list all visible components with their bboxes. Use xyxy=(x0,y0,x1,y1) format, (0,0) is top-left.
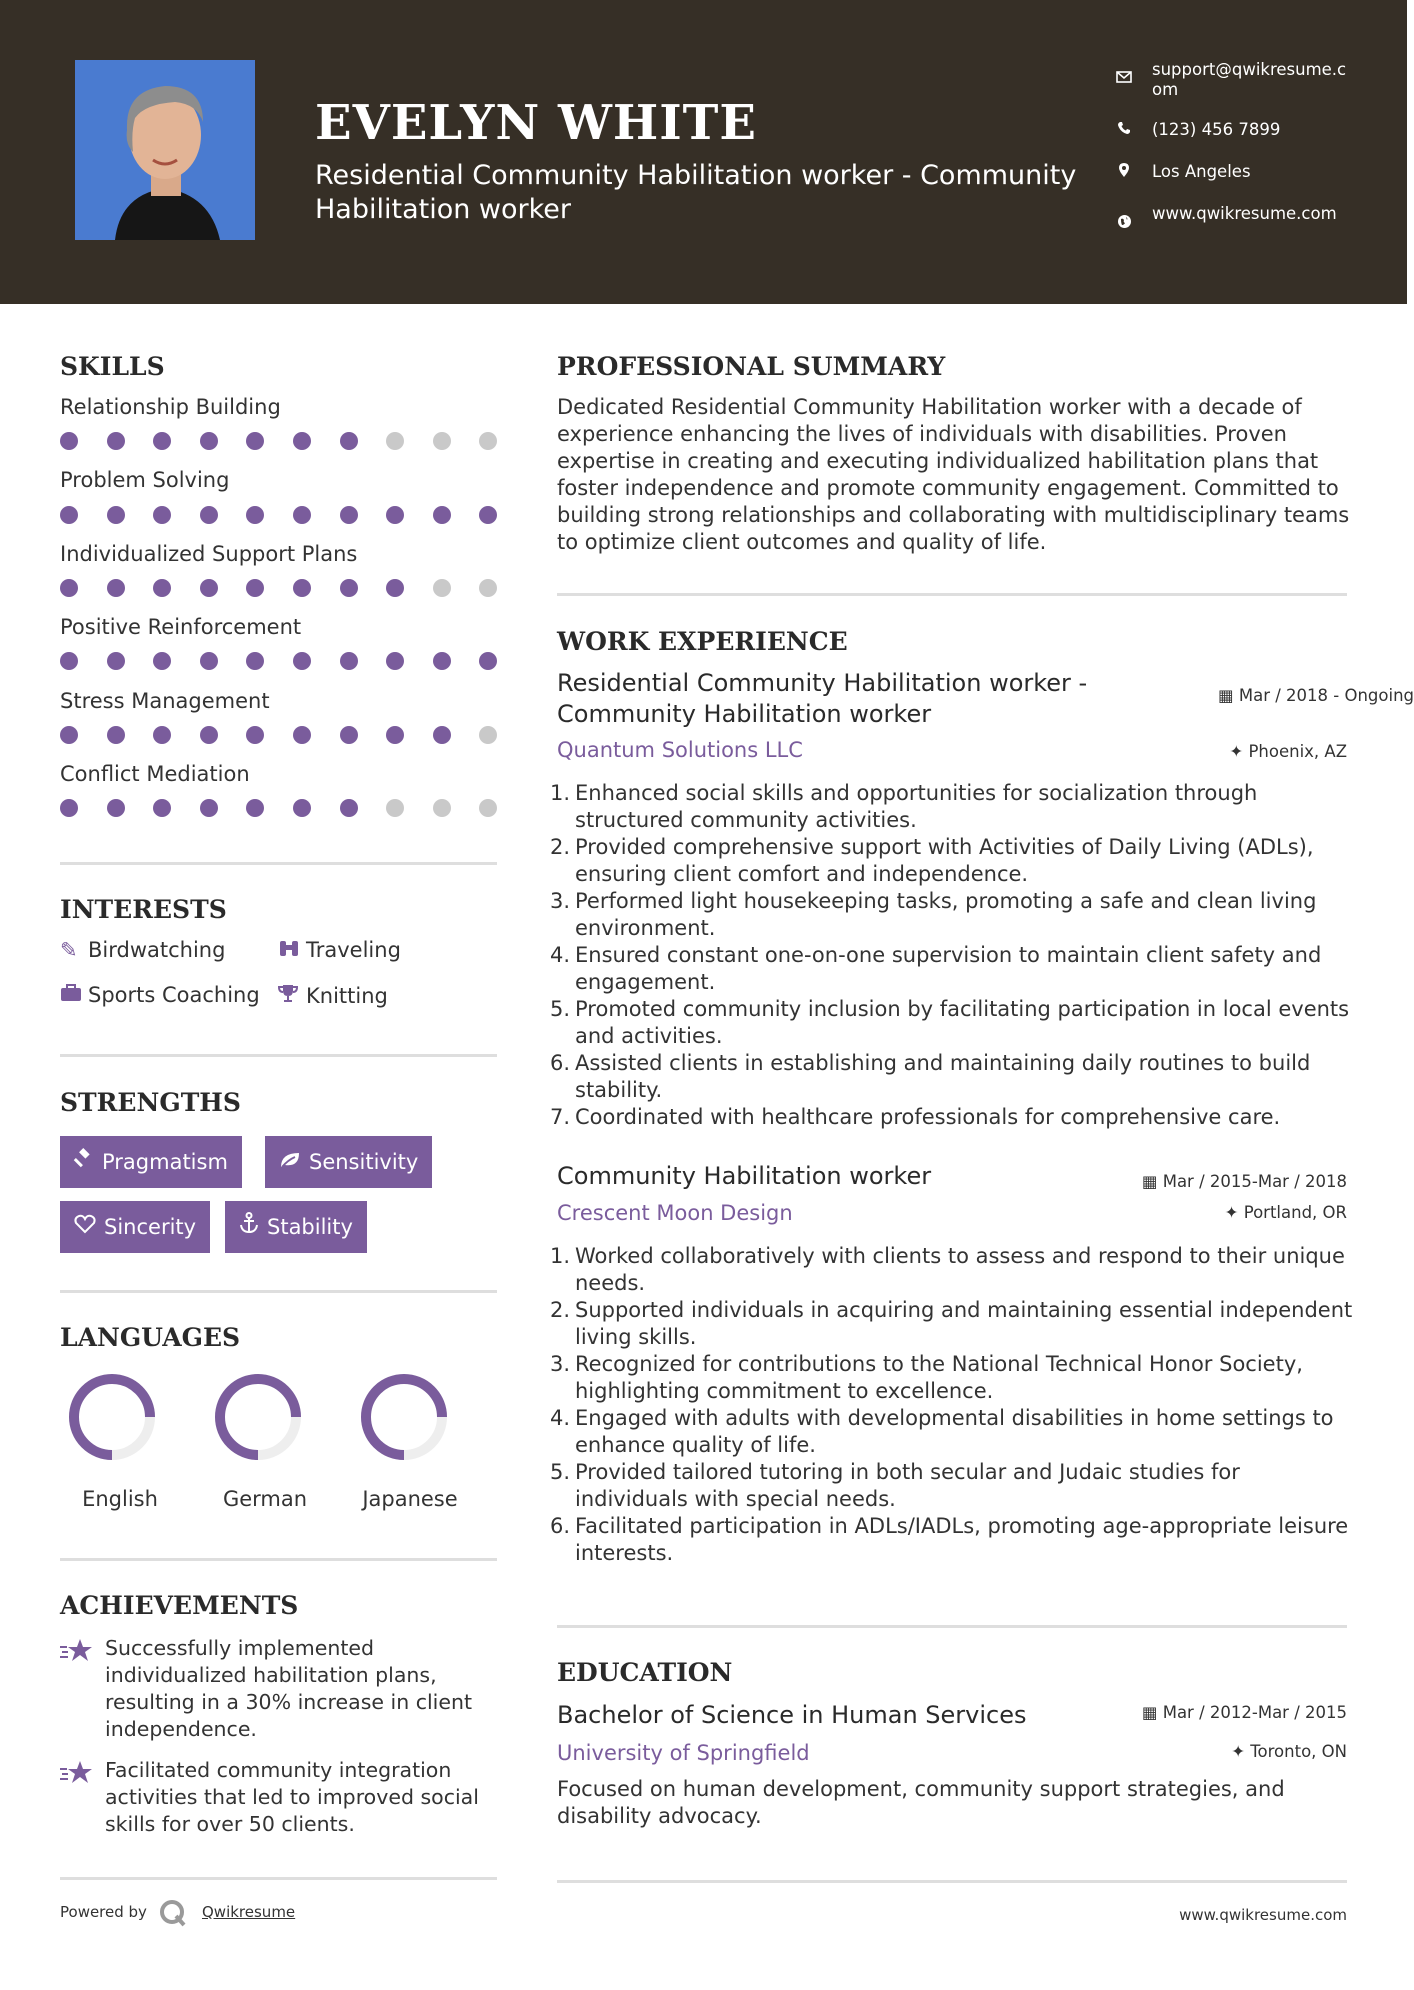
pushpin-icon: ✦ xyxy=(1224,1203,1239,1222)
job-dates xyxy=(1218,686,1414,705)
pushpin-icon: ✦ xyxy=(1229,742,1244,761)
section-divider xyxy=(557,1625,1347,1628)
star-icon xyxy=(60,1759,94,1792)
heart-icon xyxy=(74,1201,96,1253)
contact-phone-text: (123) 456 7899 xyxy=(1152,120,1281,139)
strength-label: Sensitivity xyxy=(309,1150,419,1174)
profile-photo xyxy=(75,60,255,240)
job-bullet-text: Ensured constant one-on-one supervision to maintain client safety and engagement. xyxy=(575,943,1322,994)
job-location: ✦ Portland, OR xyxy=(1224,1203,1347,1222)
skill-dot-filled xyxy=(107,506,125,524)
skill-name: Individualized Support Plans xyxy=(60,542,358,566)
skill-name: Conflict Mediation xyxy=(60,762,250,786)
candidate-role: Residential Community Habilitation worker - Community Habilitation worker xyxy=(315,160,1077,225)
skill-dot-filled xyxy=(293,799,311,817)
strength-badge xyxy=(265,1136,432,1188)
skill-dot-filled xyxy=(200,726,218,744)
skill-dot-empty xyxy=(386,432,404,450)
skill-dot-filled xyxy=(433,506,451,524)
skill-dot-empty xyxy=(479,432,497,450)
education-location: ✦ Toronto, ON xyxy=(1231,1742,1347,1761)
skill-name: Positive Reinforcement xyxy=(60,615,302,639)
summary-title: PROFESSIONAL SUMMARY xyxy=(557,352,946,381)
interest-item xyxy=(60,983,260,1007)
skill-dot-filled xyxy=(386,726,404,744)
footer-brand-link[interactable]: Qwikresume xyxy=(202,1903,296,1921)
job-bullet-text: Performed light housekeeping tasks, promoting a safe and clean living environment. xyxy=(575,889,1317,940)
skill-dot-filled xyxy=(340,726,358,744)
job-bullet: 5. Promoted community inclusion by facilitating participation in local events and activities. xyxy=(550,997,1350,1048)
interest-item xyxy=(60,938,225,962)
job-bullet-text: Facilitated participation in ADLs/IADLs, promoting age-appropriate leisure interests. xyxy=(575,1514,1349,1565)
degree-title: Bachelor of Science in Human Services xyxy=(557,1701,1027,1729)
skill-dot-filled xyxy=(200,799,218,817)
section-divider xyxy=(60,862,497,865)
skill-dot-filled xyxy=(246,506,264,524)
job-bullet: 6. Facilitated participation in ADLs/IADLs, promoting age-appropriate leisure interests. xyxy=(550,1514,1349,1565)
qwikresume-logo-icon xyxy=(158,1898,188,1928)
briefcase-icon xyxy=(60,983,88,1007)
skill-dot-filled xyxy=(60,799,78,817)
calendar-icon: ▦ xyxy=(1141,1703,1158,1722)
skill-dot-filled xyxy=(340,432,358,450)
skill-dot-filled xyxy=(246,652,264,670)
strength-badge xyxy=(60,1201,210,1253)
candidate-name: EVELYN WHITE xyxy=(315,95,757,151)
skill-dot-filled xyxy=(60,506,78,524)
skill-dot-filled xyxy=(340,579,358,597)
achievements-title: ACHIEVEMENTS xyxy=(60,1591,299,1620)
job-bullet-text: Engaged with adults with developmental disabilities in home settings to enhance quality of life. xyxy=(575,1406,1334,1457)
achievement-item xyxy=(60,1635,500,1745)
skill-dot-filled xyxy=(293,579,311,597)
skill-dot-filled xyxy=(60,579,78,597)
skill-name: Problem Solving xyxy=(60,468,230,492)
job-bullet: 1. Enhanced social skills and opportunities for socialization through structured community activities. xyxy=(550,781,1258,832)
job-bullet-text: Provided tailored tutoring in both secular and Judaic studies for individuals with special needs. xyxy=(575,1460,1240,1511)
anchor-icon xyxy=(239,1201,259,1253)
job-bullet-text: Provided comprehensive support with Activities of Daily Living (ADLs), ensuring client comfort and independence. xyxy=(575,835,1314,886)
interest-label: Traveling xyxy=(306,938,401,962)
education-title: EDUCATION xyxy=(557,1658,733,1687)
interest-item xyxy=(278,938,401,962)
job-bullet-text: Supported individuals in acquiring and maintaining essential independent living skills. xyxy=(575,1298,1353,1349)
pencil-square-icon: ✎ xyxy=(60,938,78,962)
skill-rating xyxy=(60,726,500,746)
phone-icon xyxy=(1114,120,1134,140)
skill-dot-empty xyxy=(479,726,497,744)
section-divider xyxy=(60,1877,497,1880)
section-divider xyxy=(60,1290,497,1293)
strength-label: Pragmatism xyxy=(102,1150,228,1174)
skill-name: Stress Management xyxy=(60,689,270,713)
skill-dot-filled xyxy=(386,579,404,597)
job-title: Community Habilitation worker xyxy=(557,1162,932,1190)
job-bullet-text: Recognized for contributions to the National Technical Honor Society, highlighting commitment to excellence. xyxy=(575,1352,1303,1403)
language-ring xyxy=(206,1370,311,1470)
skill-dot-filled xyxy=(153,579,171,597)
job-title: Residential Community Habilitation worker - Community Habilitation worker xyxy=(557,669,1088,728)
contact-location-text: Los Angeles xyxy=(1152,162,1251,181)
section-divider xyxy=(557,593,1347,596)
language-label: English xyxy=(82,1487,158,1511)
calendar-icon: ▦ xyxy=(1218,686,1234,705)
interest-label: Knitting xyxy=(306,984,388,1008)
skill-dot-filled xyxy=(153,652,171,670)
skill-dot-filled xyxy=(293,652,311,670)
section-divider xyxy=(60,1558,497,1561)
school-name[interactable]: University of Springfield xyxy=(557,1741,810,1765)
skill-name: Relationship Building xyxy=(60,395,281,419)
globe-icon xyxy=(1114,204,1134,234)
job-bullets xyxy=(550,1243,1355,1567)
skill-dot-filled xyxy=(386,652,404,670)
job-bullet-text: Worked collaboratively with clients to assess and respond to their unique needs. xyxy=(575,1244,1345,1295)
job-bullet: 7. Coordinated with healthcare professionals for comprehensive care. xyxy=(550,1105,1281,1129)
skill-dot-filled xyxy=(246,799,264,817)
skill-dot-filled xyxy=(60,726,78,744)
skill-dot-filled xyxy=(107,579,125,597)
job-bullet: 4. Ensured constant one-on-one supervision to maintain client safety and engagement. xyxy=(550,943,1322,994)
skill-dot-filled xyxy=(246,432,264,450)
skill-dot-filled xyxy=(293,432,311,450)
job-bullet: 6. Assisted clients in establishing and maintaining daily routines to build stability. xyxy=(550,1051,1311,1102)
language-label: Japanese xyxy=(362,1487,458,1511)
skill-dot-filled xyxy=(107,726,125,744)
footer-powered-by: Powered by xyxy=(60,1903,147,1921)
strength-label: Sincerity xyxy=(104,1215,197,1239)
education-dates xyxy=(1142,1703,1347,1722)
star-icon xyxy=(60,1637,94,1670)
job-bullet-text: Assisted clients in establishing and maintaining daily routines to build stability. xyxy=(575,1051,1311,1102)
job-bullet: 2. Provided comprehensive support with Activities of Daily Living (ADLs), ensuring client comfort and independence. xyxy=(550,835,1314,886)
skill-dot-filled xyxy=(153,432,171,450)
achievement-text: Facilitated community integration activities that led to improved social skills for over 50 clients. xyxy=(105,1758,479,1836)
binoculars-icon xyxy=(278,938,306,962)
skill-dot-filled xyxy=(107,432,125,450)
skill-dot-filled xyxy=(293,506,311,524)
skill-dot-filled xyxy=(433,726,451,744)
interest-label: Sports Coaching xyxy=(88,983,260,1007)
strength-label: Stability xyxy=(267,1215,353,1239)
section-divider xyxy=(557,1880,1347,1883)
skill-dot-filled xyxy=(200,506,218,524)
trophy-icon xyxy=(278,983,306,1008)
envelope-icon xyxy=(1114,60,1134,89)
job-dates xyxy=(1142,1172,1347,1191)
skill-dot-empty xyxy=(433,432,451,450)
skill-dot-filled xyxy=(246,726,264,744)
skill-dot-filled xyxy=(340,799,358,817)
summary-text: Dedicated Residential Community Habilitation worker with a decade of experience enhancing the lives of individuals with disabilities. Proven expertise in creating and executing individualized habilitation plans that foster independence and promote community engagement. Committed to building strong relationships and collaborating with multidisciplinary teams to optimize client outcomes and quality of life. xyxy=(557,395,1350,554)
skill-dot-filled xyxy=(153,726,171,744)
skill-rating xyxy=(60,799,500,819)
calendar-icon: ▦ xyxy=(1141,1172,1158,1191)
skill-dot-empty xyxy=(479,579,497,597)
pushpin-icon: ✦ xyxy=(1231,1742,1246,1761)
strength-badge xyxy=(225,1201,367,1253)
skill-dot-filled xyxy=(200,579,218,597)
education-description: Focused on human development, community support strategies, and disability advocacy. xyxy=(557,1777,1285,1828)
job-bullet-text: Coordinated with healthcare professionals for comprehensive care. xyxy=(575,1105,1281,1129)
job-bullet: 2. Supported individuals in acquiring and maintaining essential independent living skills. xyxy=(550,1298,1353,1349)
skill-dot-filled xyxy=(107,652,125,670)
skill-rating xyxy=(60,432,500,452)
map-pin-icon xyxy=(1114,162,1134,183)
interest-item xyxy=(278,983,388,1008)
job-bullet: 3. Performed light housekeeping tasks, promoting a safe and clean living environment. xyxy=(550,889,1317,940)
skill-rating xyxy=(60,579,500,599)
skill-dot-filled xyxy=(246,579,264,597)
leaf-icon xyxy=(279,1136,301,1188)
portrait-image xyxy=(75,60,255,240)
job-bullets xyxy=(550,780,1355,1131)
skill-dot-filled xyxy=(386,506,404,524)
skill-dot-filled xyxy=(293,726,311,744)
job-bullet: 4. Engaged with adults with developmental disabilities in home settings to enhance quality of life. xyxy=(550,1406,1334,1457)
skill-dot-filled xyxy=(200,432,218,450)
skill-dot-filled xyxy=(340,652,358,670)
job-date-range: Mar / 2018 - Ongoing xyxy=(1238,686,1414,705)
skills-title: SKILLS xyxy=(60,352,165,381)
language-label: German xyxy=(222,1487,308,1511)
skill-dot-filled xyxy=(433,652,451,670)
interest-label: Birdwatching xyxy=(88,938,226,962)
gavel-icon xyxy=(74,1136,94,1188)
contact-website-text: www.qwikresume.com xyxy=(1152,204,1337,223)
skill-dot-empty xyxy=(479,799,497,817)
skill-dot-filled xyxy=(200,652,218,670)
experience-title: WORK EXPERIENCE xyxy=(557,627,848,656)
strengths-title: STRENGTHS xyxy=(60,1088,241,1117)
languages-title: LANGUAGES xyxy=(60,1323,241,1352)
job-bullet: 5. Provided tailored tutoring in both secular and Judaic studies for individuals with special needs. xyxy=(550,1460,1240,1511)
strength-badge xyxy=(60,1136,242,1188)
skill-dot-empty xyxy=(433,799,451,817)
job-bullet-text: Promoted community inclusion by facilitating participation in local events and activities. xyxy=(575,997,1350,1048)
resume-header xyxy=(0,0,1407,304)
language-ring xyxy=(352,1370,457,1470)
skill-dot-filled xyxy=(107,799,125,817)
achievement-item xyxy=(60,1757,500,1842)
skill-rating xyxy=(60,652,500,672)
skill-dot-filled xyxy=(479,652,497,670)
company-name[interactable]: Crescent Moon Design xyxy=(557,1201,793,1225)
skill-dot-filled xyxy=(60,652,78,670)
job-location: ✦ Phoenix, AZ xyxy=(1229,742,1347,761)
skill-dot-empty xyxy=(386,799,404,817)
job-bullet-text: Enhanced social skills and opportunities for socialization through structured community activities. xyxy=(575,781,1258,832)
footer-url-link[interactable]: www.qwikresume.com xyxy=(1179,1906,1347,1924)
job-bullet: 3. Recognized for contributions to the National Technical Honor Society, highlighting commitment to excellence. xyxy=(550,1352,1303,1403)
company-name[interactable]: Quantum Solutions LLC xyxy=(557,738,803,762)
job-date-range: Mar / 2015-Mar / 2018 xyxy=(1162,1172,1347,1191)
skill-dot-filled xyxy=(60,432,78,450)
achievement-text: Successfully implemented individualized habilitation plans, resulting in a 30% increase in client independence. xyxy=(105,1636,473,1741)
section-divider xyxy=(60,1054,497,1057)
skill-dot-empty xyxy=(433,579,451,597)
education-date-range: Mar / 2012-Mar / 2015 xyxy=(1162,1703,1347,1722)
language-ring xyxy=(60,1370,165,1470)
skill-dot-filled xyxy=(479,506,497,524)
contact-email-text: support@qwikresume.com xyxy=(1152,60,1347,99)
skill-dot-filled xyxy=(153,799,171,817)
skill-dot-filled xyxy=(153,506,171,524)
job-bullet: 1. Worked collaboratively with clients to assess and respond to their unique needs. xyxy=(550,1244,1345,1295)
skill-dot-filled xyxy=(340,506,358,524)
skill-rating xyxy=(60,506,500,526)
interests-title: INTERESTS xyxy=(60,895,227,924)
